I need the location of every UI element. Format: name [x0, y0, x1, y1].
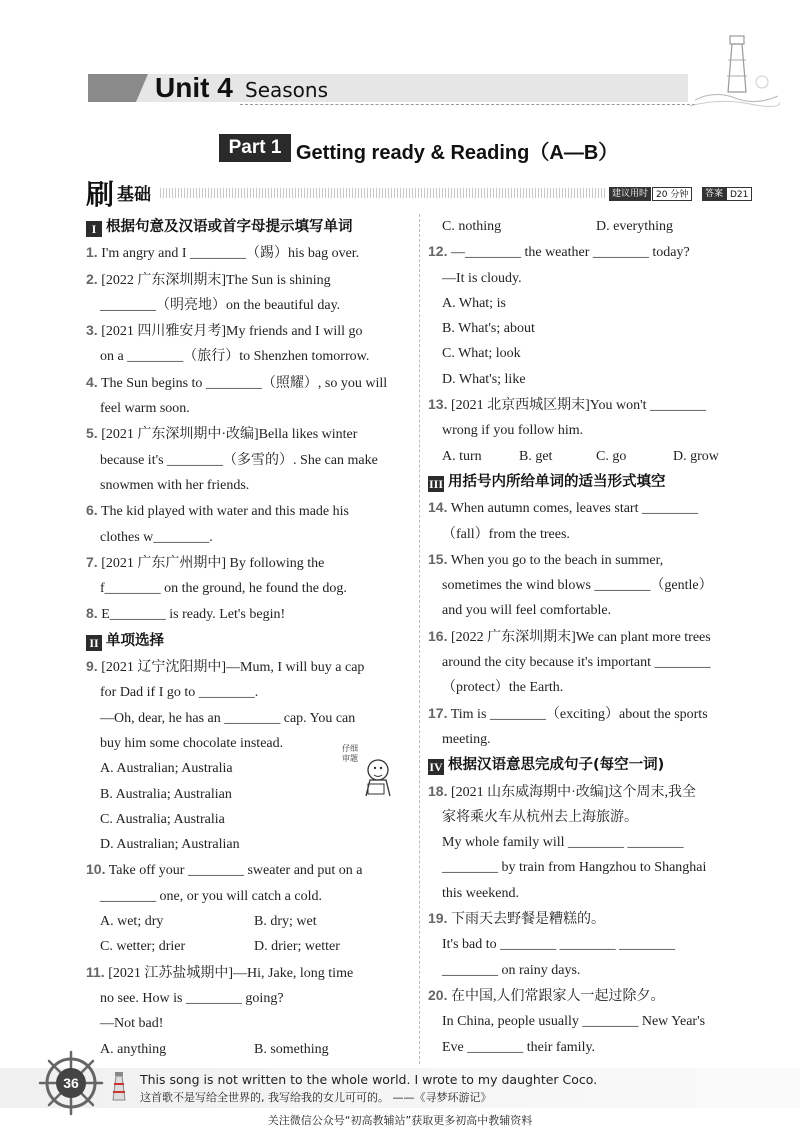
text-line: B. Australia; Australian: [100, 786, 232, 802]
text-line: clothes w________.: [100, 529, 213, 545]
option: D. drier; wetter: [254, 939, 340, 955]
options-row: [428, 444, 750, 469]
question-text: When autumn comes, leaves start ________: [450, 501, 698, 517]
question-text: [2021 辽宁沈阳期中]—Mum, I will buy a cap: [101, 660, 365, 676]
options-row: [86, 1037, 408, 1062]
question-text: [2021 江苏盐城期中]—Hi, Jake, long time: [108, 965, 354, 981]
text-line: —It is cloudy.: [442, 270, 522, 286]
part-title: Getting ready & Reading（A—B）: [296, 142, 619, 164]
answer-page: D21: [726, 187, 752, 201]
footer-quote-english: This song is not written to the whole world. I wrote to my daughter Coco.: [140, 1072, 598, 1087]
section-title-text: 根据汉语意思完成句子(每空一词): [448, 757, 665, 774]
text-line: wrong if you follow him.: [442, 423, 584, 439]
section-title-text: 用括号内所给单词的适当形式填空: [448, 473, 666, 490]
time-value: 20 分钟: [652, 187, 692, 201]
section-heading: [86, 215, 408, 240]
text-line: and you will feel comfortable.: [442, 603, 612, 619]
lighthouse-icon: [690, 30, 780, 110]
section-glyph: 刷: [86, 178, 115, 211]
section-title-text: 根据句意及汉语或首字母提示填写单词: [106, 219, 353, 235]
text-line: D. Australian; Australian: [100, 837, 240, 853]
section-title-text: 单项选择: [106, 632, 164, 649]
option: B. get: [519, 448, 553, 464]
question-line: [86, 654, 408, 680]
text-line: C. What; look: [442, 346, 521, 362]
question-text: [2021 四川雅安月考]My friends and I will go: [101, 324, 363, 340]
section-number: IV: [429, 760, 443, 775]
question-line: [86, 960, 408, 986]
option: A. anything: [100, 1041, 167, 1057]
text-line: snowmen with her friends.: [100, 477, 250, 493]
question-text: When you go to the beach in summer,: [450, 552, 664, 568]
question-number: 14.: [428, 499, 448, 516]
text-line: D. What's; like: [442, 371, 526, 387]
question-line: [428, 495, 750, 521]
option: A. wet; dry: [100, 914, 164, 930]
question-text: [2021 广东广州期中] By following the: [101, 555, 325, 571]
footer-promo: 关注微信公众号“初高教辅站”获取更多初高中教辅资料: [267, 1114, 533, 1127]
question-text: [2021 山东威海期中·改编]这个周末,我全: [450, 784, 696, 800]
option: A. turn: [442, 448, 482, 464]
question-text: I'm angry and I ________（踢）his bag over.: [101, 246, 360, 262]
text-line: ________ one, or you will catch a cold.: [100, 888, 323, 904]
question-text: Take off your ________ sweater and put on a: [108, 863, 363, 879]
question-line: [86, 550, 408, 576]
question-text: [2022 广东深圳期末]We can plant more trees: [450, 629, 711, 645]
text-line: no see. How is ________ going?: [100, 990, 284, 1006]
text-line: —Oh, dear, he has an ________ cap. You can: [100, 710, 356, 726]
section-heading: [428, 470, 750, 495]
text-line: buy him some chocolate instead.: [100, 735, 284, 751]
question-number: 11.: [86, 963, 105, 980]
header-divider: [240, 104, 695, 105]
question-number: 20.: [428, 986, 448, 1003]
question-text: E________ is ready. Let's begin!: [101, 607, 286, 623]
section-heading: [86, 629, 408, 654]
doodle-caption: 仔细审题: [342, 744, 358, 763]
text-line: ________ by train from Hangzhou to Shanghai: [442, 860, 707, 876]
left-column: [86, 214, 408, 1062]
question-line: [428, 239, 750, 265]
question-number: 5.: [86, 425, 98, 442]
text-line: Eve ________ their family.: [442, 1039, 596, 1055]
question-number: 18.: [428, 782, 448, 799]
question-number: 13.: [428, 396, 448, 413]
options-row: [428, 214, 750, 239]
question-line: [86, 857, 408, 883]
question-number: 9.: [86, 658, 98, 675]
text-line: meeting.: [442, 731, 491, 747]
section-number: I: [86, 221, 102, 237]
option: B. dry; wet: [254, 914, 317, 930]
small-lighthouse-icon: [106, 1070, 132, 1104]
option: D. everything: [596, 219, 673, 234]
text-line: C. Australia; Australia: [100, 811, 225, 827]
question-line: [86, 240, 408, 266]
text-line: this weekend.: [442, 885, 519, 901]
question-text: Tim is ________（exciting）about the sports: [450, 706, 708, 722]
section-title: 基础: [117, 185, 151, 205]
question-text: —________ the weather ________ today?: [450, 245, 690, 261]
question-text: The Sun begins to ________（照耀）, so you will: [100, 375, 388, 391]
text-line: A. What; is: [442, 295, 506, 311]
question-line: [86, 267, 408, 293]
text-line: around the city because it's important ________: [442, 655, 711, 671]
text-line: f________ on the ground, he found the dog.: [100, 581, 347, 597]
answer-label: 答案: [702, 187, 726, 201]
question-number: 16.: [428, 627, 448, 644]
column-divider: [419, 214, 420, 1064]
time-label: 建议用时: [609, 187, 651, 201]
question-line: [428, 906, 750, 932]
section-heading: [428, 753, 750, 778]
question-number: 3.: [86, 322, 98, 339]
question-text: 下雨天去野餐是糟糕的。: [450, 912, 605, 928]
question-text: [2022 广东深圳期末]The Sun is shining: [101, 272, 331, 288]
question-line: [86, 498, 408, 524]
text-line: ________（明亮地）on the beautiful day.: [100, 297, 341, 313]
question-text: 在中国,人们常跟家人一起过除夕。: [450, 988, 665, 1004]
option: B. something: [254, 1041, 329, 1057]
question-line: [428, 983, 750, 1009]
options-row: [86, 909, 408, 934]
question-line: [428, 392, 750, 418]
text-line: It's bad to ________ ________ ________: [442, 937, 676, 953]
dotted-rule: [160, 188, 605, 198]
text-line: 家将乘火车从杭州去上海旅游。: [442, 809, 638, 825]
option: C. nothing: [442, 219, 502, 234]
option: C. go: [596, 448, 627, 464]
text-line: B. What's; about: [442, 321, 535, 337]
text-line: My whole family will ________ ________: [442, 835, 684, 851]
option: D. grow: [673, 448, 719, 464]
question-line: [86, 370, 408, 396]
text-line: In China, people usually ________ New Year's: [442, 1014, 706, 1030]
question-text: [2021 广东深圳期中·改编]Bella likes winter: [101, 427, 358, 443]
unit-subtitle: Seasons: [245, 78, 329, 102]
text-line: ________ on rainy days.: [442, 962, 581, 978]
text-line: because it's ________（多雪的）. She can make: [100, 452, 378, 468]
question-text: The kid played with water and this made his: [100, 504, 349, 520]
question-text: [2021 北京西城区期末]You won't ________: [450, 398, 707, 414]
question-line: [86, 601, 408, 627]
question-number: 7.: [86, 553, 98, 570]
question-number: 4.: [86, 373, 98, 390]
text-line: feel warm soon.: [100, 401, 190, 417]
question-line: [428, 779, 750, 805]
question-number: 19.: [428, 910, 448, 927]
text-line: sometimes the wind blows ________（gentle）: [442, 578, 713, 594]
question-number: 10.: [86, 861, 106, 878]
part-label: Part 1: [219, 134, 291, 162]
question-number: 8.: [86, 605, 98, 622]
question-number: 1.: [86, 244, 98, 261]
question-number: 12.: [428, 243, 448, 260]
text-line: （protect）the Earth.: [442, 680, 564, 696]
text-line: on a ________（旅行）to Shenzhen tomorrow.: [100, 349, 370, 365]
text-line: A. Australian; Australia: [100, 761, 233, 777]
question-line: [428, 547, 750, 573]
question-line: [428, 624, 750, 650]
text-line: —Not bad!: [100, 1016, 164, 1032]
question-line: [86, 318, 408, 344]
option: C. wetter; drier: [100, 939, 186, 955]
footer-quote-chinese: 这首歌不是写给全世界的, 我写给我的女儿可可的。 ——《寻梦环游记》: [140, 1091, 492, 1104]
question-number: 6.: [86, 502, 98, 519]
question-number: 15.: [428, 550, 448, 567]
text-line: for Dad if I go to ________.: [100, 685, 259, 701]
right-column: [428, 214, 750, 1060]
section-number: III: [428, 476, 443, 491]
unit-title: Unit 4: [155, 72, 233, 103]
question-line: [428, 701, 750, 727]
section-number: II: [86, 635, 102, 651]
question-line: [86, 421, 408, 447]
options-row: [86, 934, 408, 959]
text-line: （fall）from the trees.: [442, 526, 570, 542]
question-number: 2.: [86, 270, 98, 287]
page-number: 36: [63, 1075, 79, 1091]
question-number: 17.: [428, 704, 448, 721]
